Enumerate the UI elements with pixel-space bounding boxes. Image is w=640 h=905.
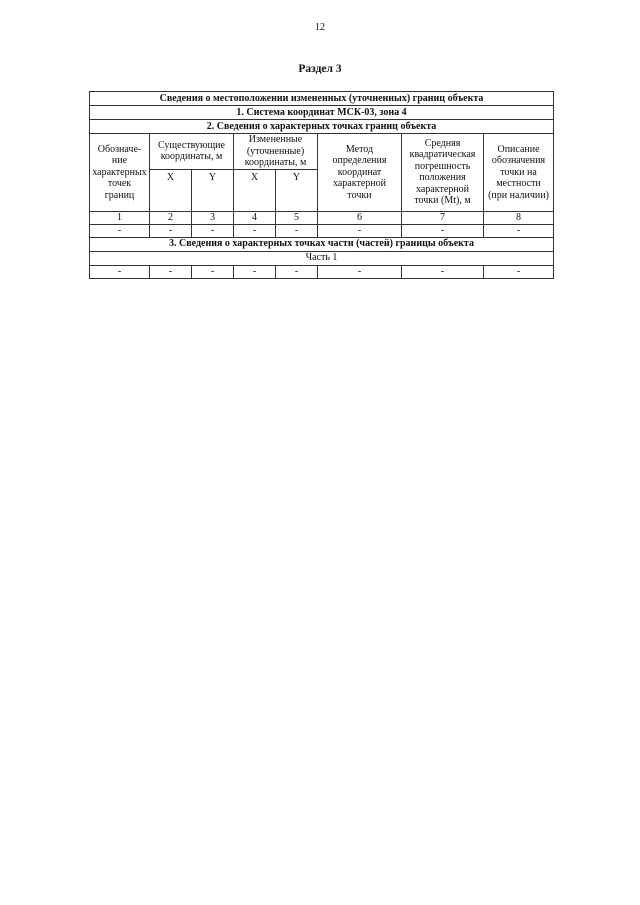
header-existing-coords: Существующие координаты, м xyxy=(150,134,234,170)
table-cell: - xyxy=(192,265,234,278)
table-cell: - xyxy=(276,265,318,278)
column-number: 2 xyxy=(150,211,192,224)
boundary-table xyxy=(89,91,554,279)
table-cell: - xyxy=(402,265,484,278)
table-row xyxy=(90,265,554,278)
table-cell: - xyxy=(234,224,276,237)
column-number-row xyxy=(90,211,554,224)
part-label: Часть 1 xyxy=(90,251,554,265)
header-y-existing: Y xyxy=(192,169,234,211)
table-cell: - xyxy=(234,265,276,278)
column-number: 3 xyxy=(192,211,234,224)
table-cell: - xyxy=(402,224,484,237)
table-cell: - xyxy=(484,224,554,237)
table-cell: - xyxy=(484,265,554,278)
column-number: 8 xyxy=(484,211,554,224)
page-number: 12 xyxy=(315,22,325,33)
header-x-existing: X xyxy=(150,169,192,211)
coord-system-heading: 1. Система координат МСК-03, зона 4 xyxy=(90,106,554,120)
table-cell: - xyxy=(318,224,402,237)
column-number: 1 xyxy=(90,211,150,224)
column-number: 5 xyxy=(276,211,318,224)
column-number: 6 xyxy=(318,211,402,224)
table-cell: - xyxy=(150,265,192,278)
table-cell: - xyxy=(90,224,150,237)
header-changed-coords: Измененные (уточненные) координаты, м xyxy=(234,134,318,170)
header-method: Метод определения координат характерной точки xyxy=(318,134,402,212)
header-x-changed: X xyxy=(234,169,276,211)
parts-heading: 3. Сведения о характерных точках части (частей) границы объекта xyxy=(90,237,554,251)
header-description: Описание обозначения точки на местности (при наличии) xyxy=(484,134,554,212)
table-cell: - xyxy=(192,224,234,237)
table-cell: - xyxy=(318,265,402,278)
table-cell: - xyxy=(90,265,150,278)
header-y-changed: Y xyxy=(276,169,318,211)
header-error: Средняя квадратическая погрешность положения характерной точки (Mt), м xyxy=(402,134,484,212)
table-cell: - xyxy=(276,224,318,237)
table-row xyxy=(90,224,554,237)
table-cell: - xyxy=(150,224,192,237)
table-title: Сведения о местоположении измененных (уточненных) границ объекта xyxy=(90,92,554,106)
column-number: 4 xyxy=(234,211,276,224)
header-designation: Обозначение характерных точек границ xyxy=(90,134,150,212)
section-title: Раздел 3 xyxy=(298,63,342,75)
column-number: 7 xyxy=(402,211,484,224)
points-heading: 2. Сведения о характерных точках границ объекта xyxy=(90,120,554,134)
